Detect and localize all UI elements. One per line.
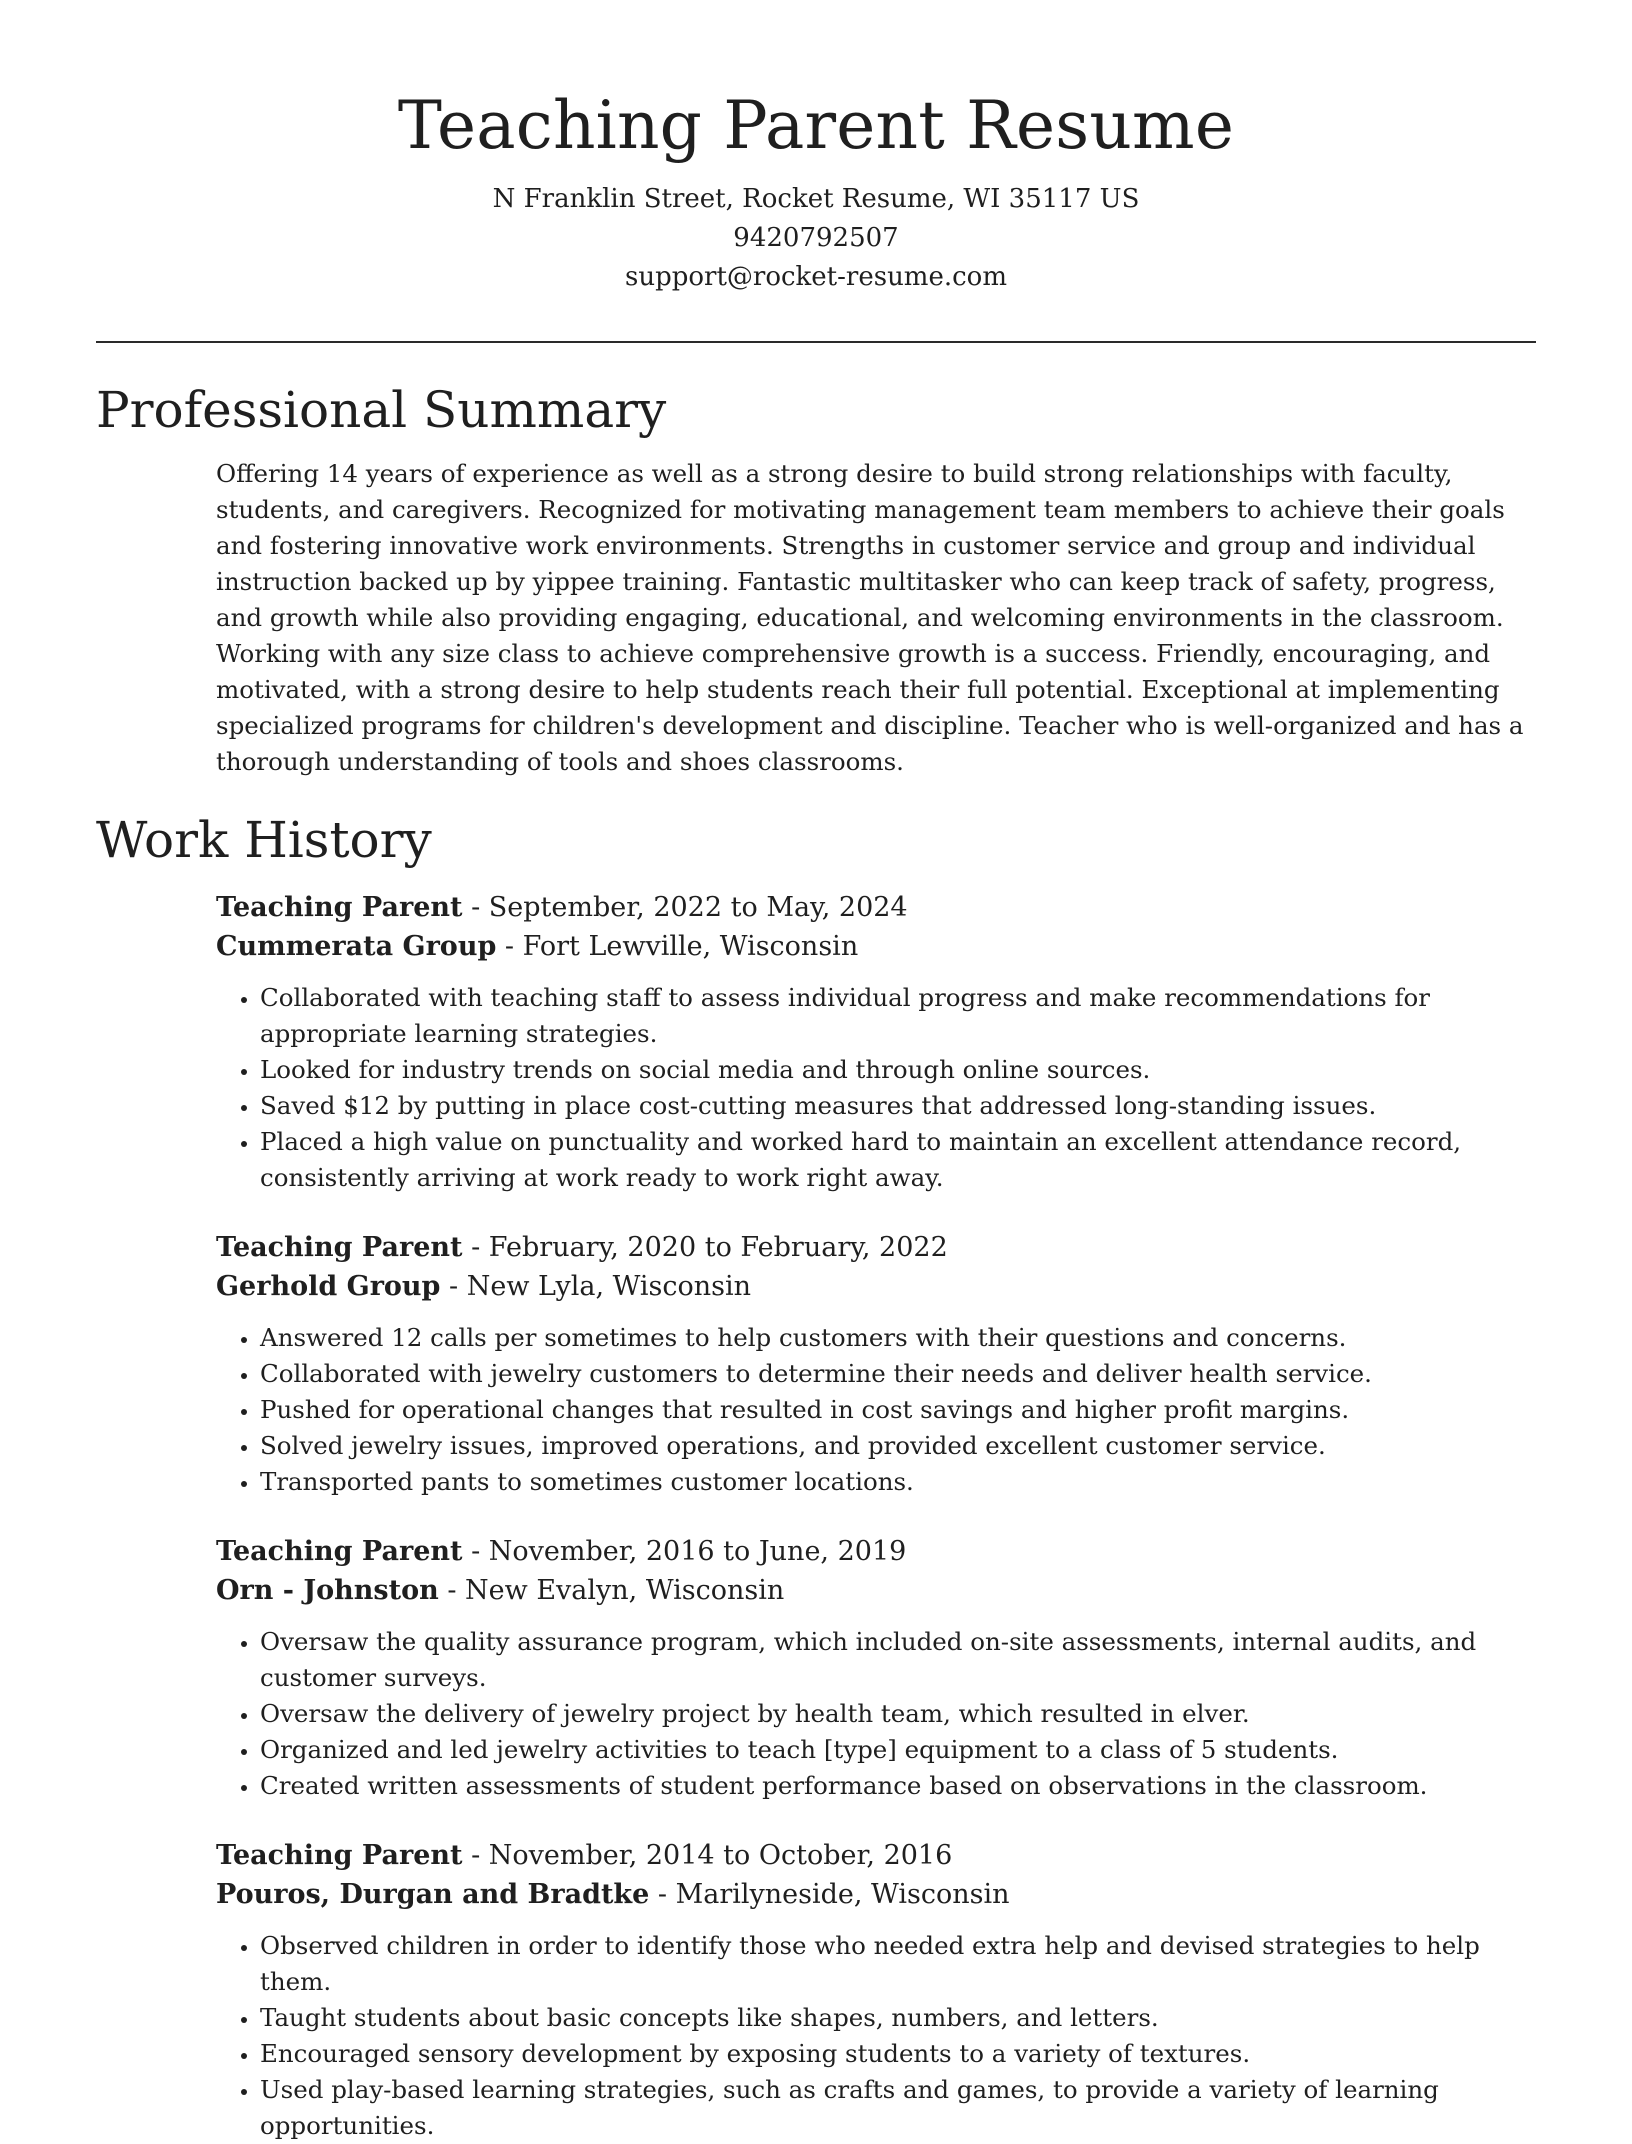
job-role-line [216,1228,1536,1267]
job-bullet: • Answered 12 calls per sometimes to help customers with their questions and concerns. [260,1320,1536,1356]
job-location: - New Evalyn, Wisconsin [438,1575,785,1606]
job-bullet: • Placed a high value on punctuality and worked hard to maintain an excellent attendance record, consistently arriving at work ready to work right away. [260,1124,1536,1196]
job-bullets [216,980,1536,1196]
work-history-section [96,810,1536,2144]
job-bullet: • Oversaw the quality assurance program, which included on-site assessments, internal audits, and customer surveys. [260,1624,1536,1696]
job-company-line [216,927,1536,966]
summary-section [96,380,1536,780]
job-bullet: • Encouraged sensory development by exposing students to a variety of textures. [260,2036,1536,2072]
job-location: - New Lyla, Wisconsin [440,1271,752,1302]
phone-text: 9420792507 [733,223,899,253]
job-bullet: • Taught students about basic concepts like shapes, numbers, and letters. [260,2000,1536,2036]
job-location: - Marilyneside, Wisconsin [649,1879,1010,1910]
job-role-line [216,1532,1536,1571]
resume-title: Teaching Parent Resume [397,87,1235,164]
job-bullet: • Collaborated with jewelry customers to determine their needs and deliver health service. [260,1356,1536,1392]
contact-info [0,180,1632,297]
job-entry [216,1532,1536,1804]
job-bullet: • Solved jewelry issues, improved operations, and provided excellent customer service. [260,1428,1536,1464]
job-company-line [216,1571,1536,1610]
job-role: Teaching Parent [216,892,463,923]
work-history-heading: Work History [96,811,432,869]
job-bullet: • Looked for industry trends on social media and through online sources. [260,1052,1536,1088]
job-dates: - September, 2022 to May, 2024 [462,892,908,923]
job-dates: - November, 2016 to June, 2019 [462,1536,907,1567]
job-role: Teaching Parent [216,1232,463,1263]
address-text: N Franklin Street, Rocket Resume, WI 35117 US [492,184,1140,214]
job-bullet: • Created written assessments of student performance based on observations in the classroom. [260,1768,1536,1804]
job-company: Cummerata Group [216,931,497,962]
summary-text: Offering 14 years of experience as well as a strong desire to build strong relationships with faculty, students, and caregivers. Recognized for motivating management team members to achieve their goals and fostering innovative work environments. Strengths in customer service and group and individual instruction backed up by yippee training. Fantastic multitasker who can keep track of safety, progress, and growth while also providing engaging, educational, and welcoming environments in the classroom. Working with any size class to achieve comprehensive growth is a success. Friendly, encouraging, and motivated, with a strong desire to help students reach their full potential. Exceptional at implementing specialized programs for children's development and discipline. Teacher who is well-organized and has a thorough understanding of tools and shoes classrooms. [216,459,1524,776]
job-entry [216,1836,1536,2144]
job-bullets [216,1320,1536,1500]
job-company-line [216,1875,1536,1914]
job-entry [216,888,1536,1196]
job-role: Teaching Parent [216,1536,463,1567]
resume-header [0,0,1632,297]
job-dates: - November, 2014 to October, 2016 [462,1840,953,1871]
job-role: Teaching Parent [216,1840,463,1871]
job-role-line [216,1836,1536,1875]
summary-heading: Professional Summary [96,381,667,439]
job-bullets [216,1928,1536,2144]
job-bullets [216,1624,1536,1804]
header-divider [96,341,1536,343]
job-company-line [216,1267,1536,1306]
job-company: Orn - Johnston [216,1575,439,1606]
job-bullet: • Saved $12 by putting in place cost-cutting measures that addressed long-standing issues. [260,1088,1536,1124]
job-bullet: • Used play-based learning strategies, such as crafts and games, to provide a variety of learning opportunities. [260,2072,1536,2144]
job-company: Pouros, Durgan and Bradtke [216,1879,650,1910]
job-dates: - February, 2020 to February, 2022 [462,1232,948,1263]
job-role-line [216,888,1536,927]
email-text: support@rocket-resume.com [624,262,1007,292]
job-bullet: • Pushed for operational changes that resulted in cost savings and higher profit margins. [260,1392,1536,1428]
job-bullet: • Transported pants to sometimes customer locations. [260,1464,1536,1500]
job-bullet: • Organized and led jewelry activities to teach [type] equipment to a class of 5 students. [260,1732,1536,1768]
job-bullet: • Observed children in order to identify those who needed extra help and devised strategies to help them. [260,1928,1536,2000]
job-location: - Fort Lewville, Wisconsin [496,931,859,962]
job-entry [216,1228,1536,1500]
job-bullet: • Oversaw the delivery of jewelry project by health team, which resulted in elver. [260,1696,1536,1732]
job-bullet: • Collaborated with teaching staff to assess individual progress and make recommendations for appropriate learning strategies. [260,980,1536,1052]
job-company: Gerhold Group [216,1271,441,1302]
